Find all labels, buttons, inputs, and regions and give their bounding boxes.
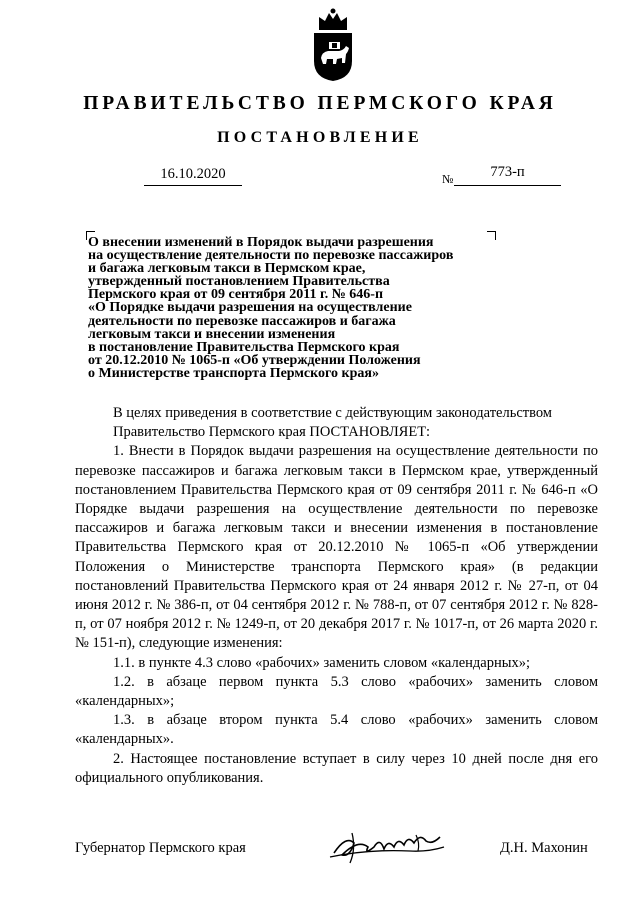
paragraph-item-2: 2. Настоящее постановление вступает в силу через 10 дней после дня его официального опубликования. bbox=[75, 750, 598, 786]
paragraph-item-1-2: 1.2. в абзаце первом пункта 5.3 слово «рабочих» заменить словом «календарных»; bbox=[75, 673, 598, 710]
subject-line: легковым такси и внесении изменения bbox=[88, 326, 336, 342]
subject-line: утвержденный постановлением Правительства bbox=[88, 274, 390, 290]
date-field bbox=[144, 163, 242, 186]
document-type: ПОСТАНОВЛЕНИЕ bbox=[217, 129, 423, 146]
document-body bbox=[75, 404, 598, 788]
preamble-line: Правительство Пермского края ПОСТАНОВЛЯЕТ: bbox=[113, 424, 431, 441]
document-subject bbox=[88, 236, 508, 380]
perm-krai-coat-of-arms-icon bbox=[302, 6, 364, 82]
subject-line: от 20.12.2010 № 1065-п «Об утверждении Положения bbox=[88, 352, 421, 368]
subject-line: на осуществление деятельности по перевозке пассажиров bbox=[88, 248, 454, 264]
subject-line: в постановление Правительства Пермского края bbox=[88, 339, 400, 355]
subject-line: «О Порядке выдачи разрешения на осуществление bbox=[88, 300, 412, 316]
number-field bbox=[454, 163, 561, 186]
document-date: 16.10.2020 bbox=[160, 166, 226, 182]
handwritten-signature-icon bbox=[328, 825, 446, 865]
subject-line: деятельности по перевозке пассажиров и багажа bbox=[88, 313, 396, 329]
paragraph-item-1-1: 1.1. в пункте 4.3 слово «рабочих» заменить словом «календарных»; bbox=[113, 654, 531, 671]
subject-line: и багажа легковым такси в Пермском крае, bbox=[88, 261, 366, 277]
subject-line: о Министерстве транспорта Пермского края» bbox=[88, 365, 379, 381]
paragraph-item-1: 1. Внести в Порядок выдачи разрешения на осуществление деятельности по перевозке пассажиров и багажа легковым такси в Пермском крае, утвержденный постановлением Правительства Пермского края от 09 сентября 2011 г. № 646-п «О Порядке выдачи разрешения на осуществление деятельности по перевозке пассажиров и багажа легковым такси и внесении изменения в постановление Правительства Пермского края от 20.12.2010 № 1065-п «Об утверждении Положения о Министерстве транспорта Пермского края» (в редакции постановлений Правительства Пермского края от 24 января 2012 г. № 27-п, от 04 июня 2012 г. № 386-п, от 04 сентября 2012 г. № 788-п, от 07 сентября 2012 г. № 828-п, от 07 ноября 2012 г. № 1249-п, от 20 декабря 2017 г. № 1017-п, от 26 марта 2020 г. № 151-п), следующие изменения: bbox=[75, 443, 598, 652]
signer-name: Д.Н. Махонин bbox=[500, 840, 588, 856]
number-sign: № bbox=[442, 172, 454, 186]
subject-line: О внесении изменений в Порядок выдачи разрешения bbox=[88, 235, 434, 250]
government-title: ПРАВИТЕЛЬСТВО ПЕРМСКОГО КРАЯ bbox=[83, 93, 557, 114]
paragraph-item-1-3: 1.3. в абзаце втором пункта 5.4 слово «рабочих» заменить словом «календарных». bbox=[75, 712, 598, 748]
document-number: 773-п bbox=[490, 164, 525, 180]
subject-line: Пермского края от 09 сентября 2011 г. № 646-п bbox=[88, 287, 384, 303]
preamble bbox=[75, 404, 598, 442]
preamble-line: В целях приведения в соответствие с действующим законодательством bbox=[113, 405, 552, 421]
signer-title: Губернатор Пермского края bbox=[75, 840, 246, 856]
